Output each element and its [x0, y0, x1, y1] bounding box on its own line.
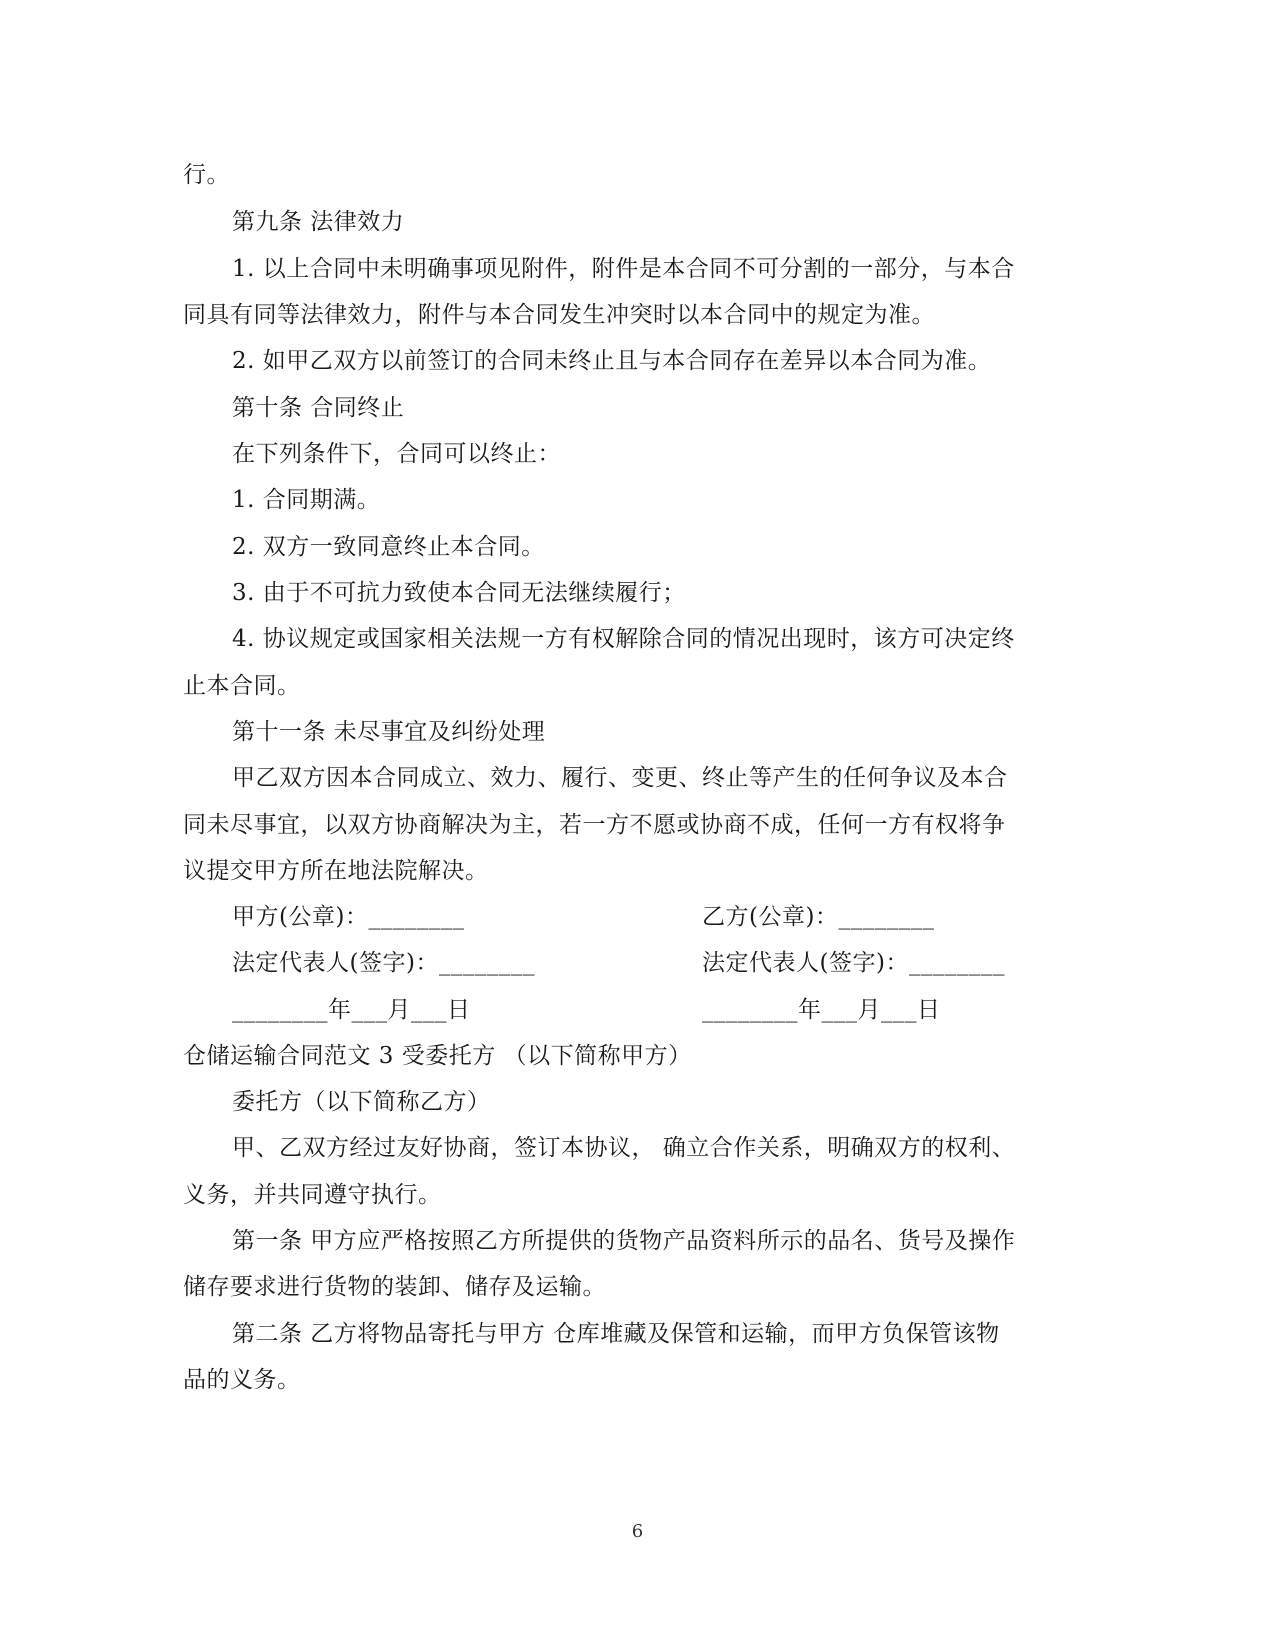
party-b-seal: 乙方(公章)：________ [702, 904, 935, 930]
text-line: 止本合同。 [183, 673, 301, 699]
text-line: 储存要求进行货物的装卸、储存及运输。 [183, 1274, 606, 1300]
text-line: 甲、乙双方经过友好协商，签订本协议， 确立合作关系，明确双方的权利、 [232, 1135, 1016, 1161]
party-a-representative: 法定代表人(签字)：________ [232, 950, 535, 976]
text-line: 委托方（以下简称乙方） [232, 1089, 491, 1115]
text-line: 1. 以上合同中未明确事项见附件，附件是本合同不可分割的一部分，与本合 [232, 256, 1015, 282]
text-line: 1. 合同期满。 [232, 487, 381, 513]
text-line: 第二条 乙方将物品寄托与甲方 仓库堆藏及保管和运输，而甲方负保管该物 [232, 1321, 1000, 1347]
text-line: 在下列条件下，合同可以终止： [232, 441, 561, 467]
page-number: 6 [631, 1521, 644, 1542]
text-line: 甲乙双方因本合同成立、效力、履行、变更、终止等产生的任何争议及本合 [232, 765, 1008, 791]
text-line: 同具有同等法律效力，附件与本合同发生冲突时以本合同中的规定为准。 [183, 302, 935, 328]
text-line: 2. 如甲乙双方以前签订的合同未终止且与本合同存在差异以本合同为准。 [232, 348, 992, 374]
contract-title-line: 仓储运输合同范文 3 受委托方 （以下简称甲方） [183, 1043, 692, 1069]
article-heading: 第九条 法律效力 [232, 209, 405, 235]
text-line: 2. 双方一致同意终止本合同。 [232, 534, 545, 560]
text-line: 同未尽事宜，以双方协商解决为主，若一方不愿或协商不成，任何一方有权将争 [183, 812, 1006, 838]
party-b-date: ________年___月___日 [702, 997, 941, 1023]
text-line: 3. 由于不可抗力致使本合同无法继续履行； [232, 580, 686, 606]
article-heading: 第十条 合同终止 [232, 395, 405, 421]
party-a-date: ________年___月___日 [232, 997, 471, 1023]
text-line: 行。 [183, 162, 230, 188]
party-b-representative: 法定代表人(签字)：________ [702, 950, 1005, 976]
text-line: 第一条 甲方应严格按照乙方所提供的货物产品资料所示的品名、货号及操作 [232, 1228, 1016, 1254]
text-line: 4. 协议规定或国家相关法规一方有权解除合同的情况出现时，该方可决定终 [232, 626, 1015, 652]
text-line: 议提交甲方所在地法院解决。 [183, 858, 489, 884]
party-a-seal: 甲方(公章)：________ [232, 904, 465, 930]
text-line: 品的义务。 [183, 1367, 301, 1393]
text-line: 义务，并共同遵守执行。 [183, 1182, 442, 1208]
article-heading: 第十一条 未尽事宜及纠纷处理 [232, 719, 546, 745]
